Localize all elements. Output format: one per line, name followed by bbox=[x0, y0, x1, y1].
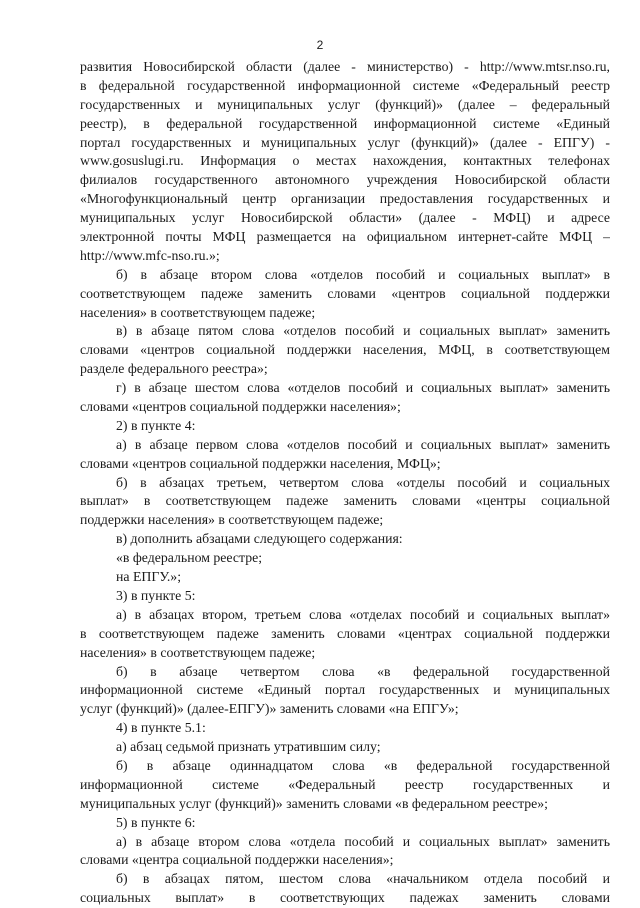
text-line: в федеральной государственной информационной системе «Федеральный реестр bbox=[80, 77, 610, 93]
text-line: 2) в пункте 4: bbox=[116, 417, 196, 433]
text-line: словами «центров социальной поддержки населения»; bbox=[80, 399, 401, 415]
text-line: в соответствующем падеже заменить словами «центрах социальной поддержки bbox=[80, 625, 610, 641]
page-number: 2 bbox=[316, 38, 324, 52]
text-line: а) в абзаце втором слова «отдела пособий и социальных выплат» заменить bbox=[116, 833, 610, 849]
text-line: реестр), в федеральной государственной информационной системе «Единый bbox=[80, 115, 610, 131]
document-body bbox=[80, 58, 610, 908]
text-line: портал государственных и муниципальных услуг (функций)» (далее - ЕПГУ) - bbox=[80, 134, 610, 150]
text-line: б) в абзаце четвертом слова «в федеральной государственной bbox=[116, 663, 610, 679]
text-line: «Многофункциональный центр организации предоставления государственных и bbox=[80, 191, 610, 207]
text-line: а) в абзаце первом слова «отделов пособий и социальных выплат» заменить bbox=[116, 436, 610, 452]
text-line: б) в абзаце одиннадцатом слова «в федеральной государственной bbox=[116, 757, 610, 773]
text-line: 4) в пункте 5.1: bbox=[116, 720, 206, 736]
text-line: филиалов государственного автономного учреждения Новосибирской области bbox=[80, 172, 610, 188]
text-line: электронной почты МФЦ размещается на официальном интернет-сайте МФЦ – bbox=[80, 229, 610, 245]
text-line: 3) в пункте 5: bbox=[116, 587, 196, 603]
text-line: словами «центров социальной поддержки населения, МФЦ, в соответствующем bbox=[80, 342, 610, 358]
text-line: б) в абзацах пятом, шестом слова «начальником отдела пособий и bbox=[116, 871, 610, 887]
text-line: населения» в соответствующем падеже; bbox=[80, 304, 316, 320]
text-line: а) абзац седьмой признать утратившим силу; bbox=[116, 739, 381, 755]
text-line: информационной системе «Единый портал государственных и муниципальных bbox=[80, 682, 610, 698]
text-line: «в федеральном реестре; bbox=[116, 550, 263, 566]
text-line: разделе федерального реестра»; bbox=[80, 361, 268, 377]
text-line: населения» в соответствующем падеже; bbox=[80, 644, 316, 660]
text-line: словами «центра социальной поддержки населения»; bbox=[80, 852, 394, 868]
text-line: социальных выплат» в соответствующих падежах заменить словами bbox=[80, 890, 610, 906]
text-line: на ЕПГУ.»; bbox=[116, 569, 182, 585]
text-line: информационной системе «Федеральный реестр государственных и bbox=[80, 776, 610, 792]
text-line: соответствующем падеже заменить словами «центров социальной поддержки bbox=[80, 285, 610, 301]
text-line: словами «центров социальной поддержки населения, МФЦ»; bbox=[80, 455, 441, 471]
text-line: 5) в пункте 6: bbox=[116, 814, 196, 830]
text-line: развития Новосибирской области (далее - министерство) - http://www.mtsr.nso.ru, bbox=[80, 59, 610, 74]
text-line: б) в абзаце втором слова «отделов пособий и социальных выплат» в bbox=[116, 266, 610, 282]
text-line: услуг (функций)» (далее-ЕПГУ)» заменить словами «на ЕПГУ»; bbox=[80, 701, 459, 717]
text-line: выплат» в соответствующем падеже заменить словами «центры социальной bbox=[80, 493, 610, 509]
text-line: поддержки населения» в соответствующем падеже; bbox=[80, 512, 384, 528]
text-line: http://www.mfc-nso.ru.»; bbox=[80, 247, 220, 263]
text-line: а) в абзацах втором, третьем слова «отделах пособий и социальных выплат» bbox=[116, 606, 610, 622]
text-line: муниципальных услуг (функций)» заменить словами «в федеральном реестре»; bbox=[80, 795, 549, 811]
text-line: муниципальных услуг Новосибирской области» (далее - МФЦ) и адресе bbox=[80, 210, 610, 226]
text-line: б) в абзацах третьем, четвертом слова «отделы пособий и социальных bbox=[116, 474, 610, 490]
text-line: государственных и муниципальных услуг (функций)» (далее – федеральный bbox=[80, 96, 610, 112]
text-line: г) в абзаце шестом слова «отделов пособий и социальных выплат» заменить bbox=[116, 380, 610, 396]
text-line: www.gosuslugi.ru. Информация о местах нахождения, контактных телефонах bbox=[80, 153, 610, 169]
text-line: в) в абзаце пятом слова «отделов пособий и социальных выплат» заменить bbox=[116, 323, 610, 339]
text-line: в) дополнить абзацами следующего содержания: bbox=[116, 531, 403, 547]
